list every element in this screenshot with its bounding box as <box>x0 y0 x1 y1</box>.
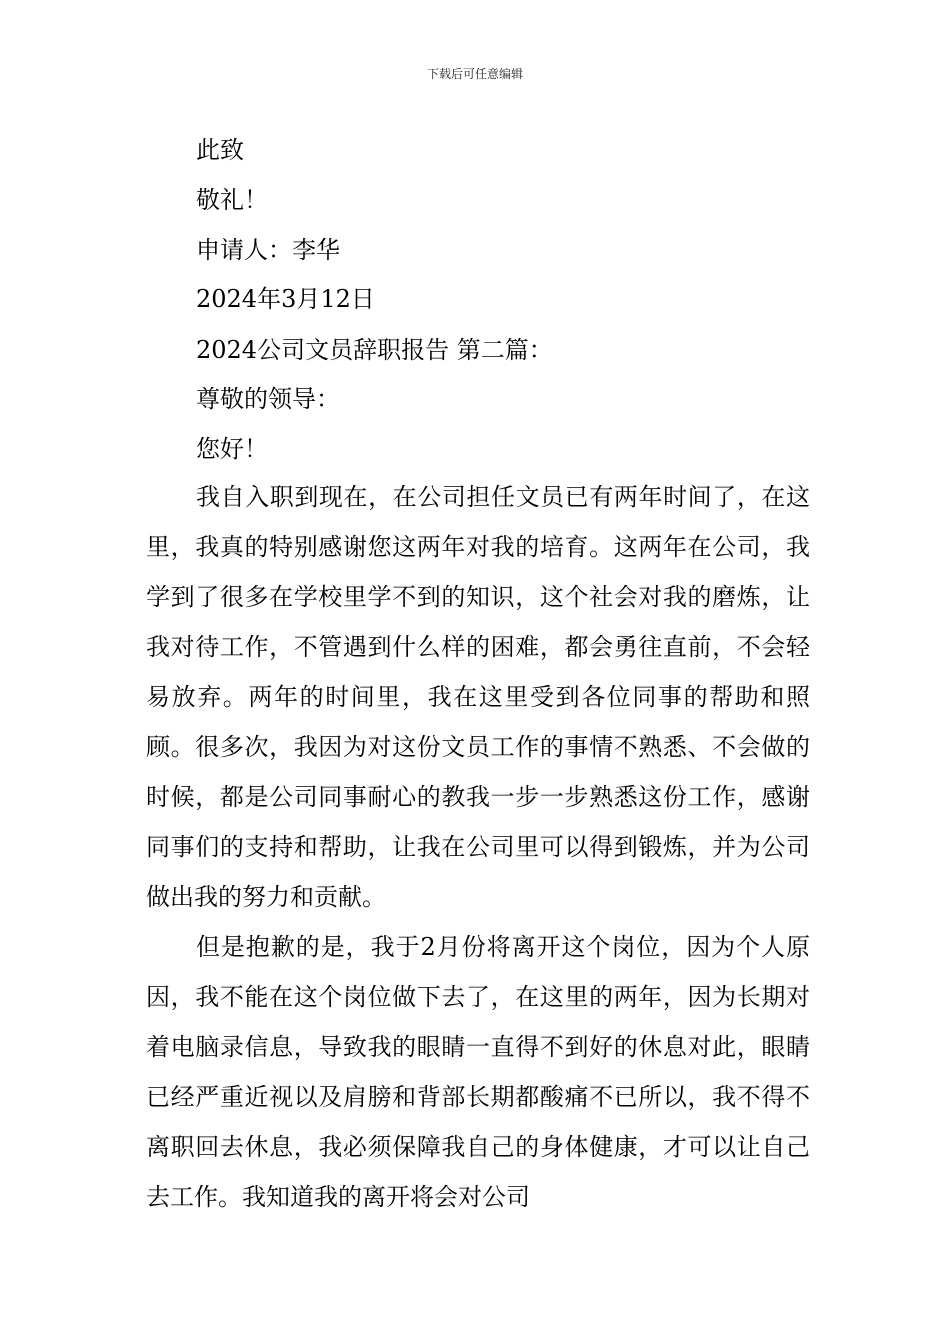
letter-applicant: 申请人：李华 <box>196 236 340 264</box>
letter-date: 2024年3月12日 <box>196 285 375 313</box>
addressee: 尊敬的领导： <box>196 385 340 413</box>
header-note: 下载后可任意编辑 <box>426 67 523 81</box>
letter-salute: 敬礼！ <box>196 186 268 214</box>
greeting: 您好！ <box>196 435 268 463</box>
letter-closing: 此致 <box>196 136 244 164</box>
body-paragraph-2: 但是抱歉的是，我于2月份将离开这个岗位，因为个人原因，我不能在这个岗位做下去了，在这里的两年，因为长期对着电脑录信息，导致我的眼睛一直得不到好的休息对此，眼睛已经严重近视以及肩膀和背部长期都酸痛不已所以，我不得不离职回去休息，我必须保障我自己的身体健康，才可以让自己去工作。我知道我的离开将会对公司 <box>146 933 810 1211</box>
body-paragraph-1: 我自入职到现在，在公司担任文员已有两年时间了，在这里，我真的特别感谢您这两年对我的培育。这两年在公司，我学到了很多在学校里学不到的知识，这个社会对我的磨炼，让我对待工作，不管遇到什么样的困难，都会勇往直前，不会轻易放弃。两年的时间里，我在这里受到各位同事的帮助和照顾。很多次，我因为对这份文员工作的事情不熟悉、不会做的时候，都是公司同事耐心的教我一步一步熟悉这份工作，感谢同事们的支持和帮助，让我在公司里可以得到锻炼，并为公司做出我的努力和贡献。 <box>146 483 810 911</box>
section-title: 2024公司文员辞职报告 第二篇： <box>196 336 553 364</box>
